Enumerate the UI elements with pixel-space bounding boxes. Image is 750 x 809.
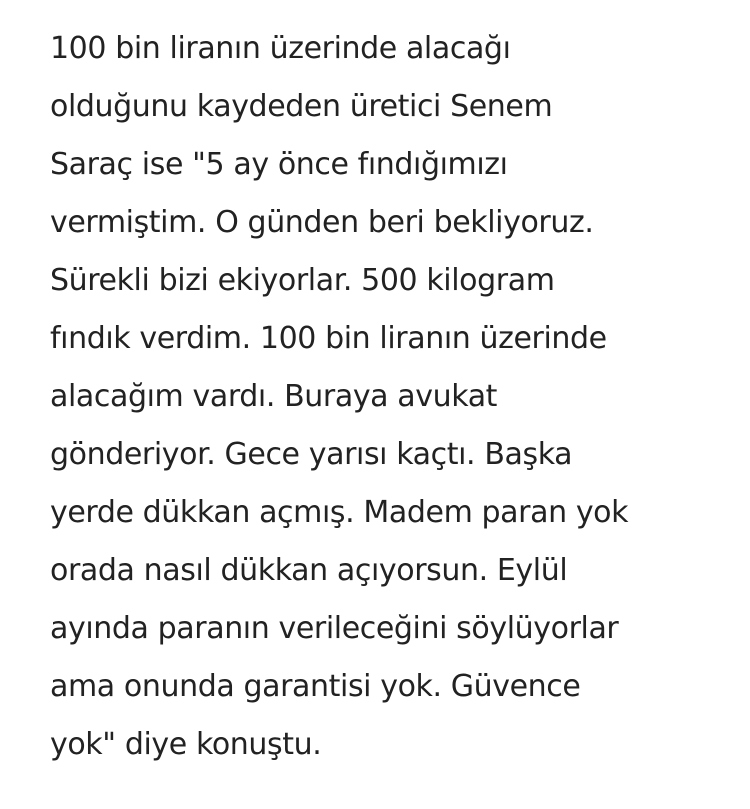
paragraph-line: Sürekli bizi ekiyorlar. 500 kilogram (50, 263, 555, 298)
paragraph-line: orada nasıl dükkan açıyorsun. Eylül (50, 553, 568, 588)
paragraph-line: 100 bin liranın üzerinde alacağı (50, 31, 511, 66)
paragraph-line: alacağım vardı. Buraya avukat (50, 379, 498, 414)
paragraph-line: vermiştim. O günden beri bekliyoruz. (50, 205, 594, 240)
paragraph-line: yerde dükkan açmış. Madem paran yok (50, 495, 629, 530)
paragraph-line: fındık verdim. 100 bin liranın üzerinde (50, 321, 607, 356)
paragraph-line: gönderiyor. Gece yarısı kaçtı. Başka (50, 437, 573, 472)
paragraph-line: olduğunu kaydeden üretici Senem (50, 89, 553, 124)
paragraph-line: Saraç ise "5 ay önce fındığımızı (50, 147, 508, 182)
paragraph-line: ama onunda garantisi yok. Güvence (50, 669, 581, 704)
paragraph-line: yok" diye konuştu. (50, 727, 322, 762)
paragraph-line: ayında paranın verileceğini söylüyorlar (50, 611, 619, 646)
article-paragraph (50, 20, 730, 774)
